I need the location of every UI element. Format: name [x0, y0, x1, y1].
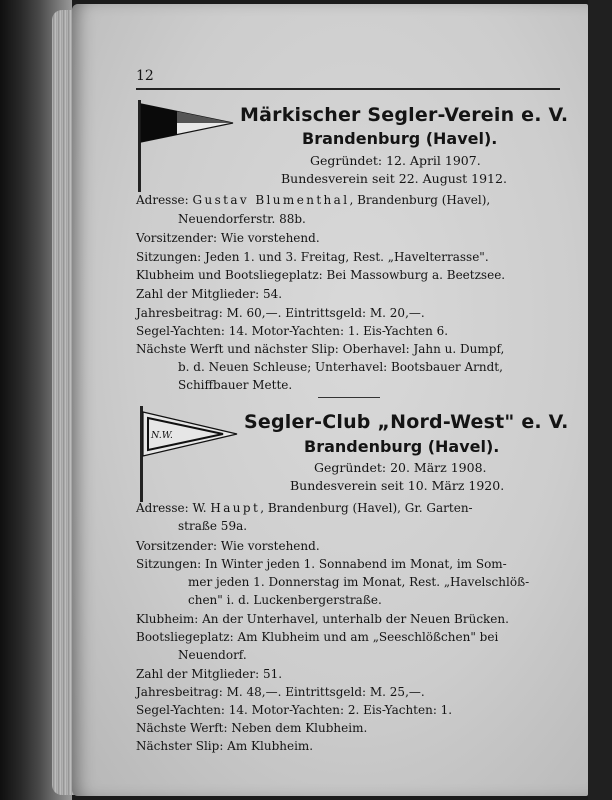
flag-letters: N.W. [151, 430, 173, 441]
club-city-2: Brandenburg (Havel). [304, 437, 500, 456]
chairman-2: Vorsitzender: Wie vorstehend. [136, 539, 320, 553]
header-rule [136, 88, 560, 90]
yachts-2: Segel-Yachten: 14. Motor-Yachten: 2. Eis-Yachten: 1. [136, 703, 453, 717]
founded-date-1: Gegründet: 12. April 1907. [310, 153, 481, 168]
yard-slip-line3-1: Schiffbauer Mette. [178, 378, 293, 392]
fees-2: Jahresbeitrag: M. 48,—. Eintrittsgeld: M. 25,—. [136, 685, 425, 699]
address-line2-1: Neuendorferstr. 88b. [178, 212, 306, 226]
dark-background-edge [588, 0, 612, 800]
address-initial: W. [192, 501, 207, 515]
yard-slip-line1-1: Nächste Werft und nächster Slip: Oberhavel: Jahn u. Dumpf, [136, 342, 505, 356]
address-rest: , Brandenburg (Havel), [349, 193, 491, 207]
yard-slip-line2-1: b. d. Neuen Schleuse; Unterhavel: Bootsbauer Arndt, [178, 360, 503, 374]
club-pennant-flag-2 [137, 406, 241, 502]
address-1 [136, 193, 490, 208]
address-2 [136, 501, 473, 516]
club-title-1: Märkischer Segler-Verein e. V. [240, 104, 569, 126]
next-slip-2: Nächster Slip: Am Klubheim. [136, 739, 314, 753]
club-city-1: Brandenburg (Havel). [302, 129, 498, 148]
address-label: Adresse: [136, 501, 189, 515]
club-title-2: Segler-Club „Nord-West" e. V. [244, 411, 569, 433]
address-name: Gustav Blumenthal [192, 193, 350, 207]
member-since-2: Bundesverein seit 10. März 1920. [290, 478, 505, 493]
meetings-line3-2: chen" i. d. Luckenbergerstraße. [188, 593, 382, 607]
address-name: Haupt [210, 501, 261, 515]
section-divider [318, 397, 380, 398]
club-pennant-flag-1 [135, 100, 235, 192]
address-label: Adresse: [136, 193, 189, 207]
meetings-1: Sitzungen: Jeden 1. und 3. Freitag, Rest. „Havelterrasse". [136, 250, 489, 264]
chairman-1: Vorsitzender: Wie vorstehend. [136, 231, 320, 245]
berth-line1-2: Bootsliegeplatz: Am Klubheim und am „Seeschlößchen" bei [136, 630, 499, 644]
fees-1: Jahresbeitrag: M. 60,—. Eintrittsgeld: M. 20,—. [136, 306, 425, 320]
meetings-line2-2: mer jeden 1. Donnerstag im Monat, Rest. „Havelschlöß- [188, 575, 530, 589]
member-since-1: Bundesverein seit 22. August 1912. [281, 171, 507, 186]
page-number: 12 [136, 68, 154, 84]
meetings-line1-2: Sitzungen: In Winter jeden 1. Sonnabend im Monat, im Som- [136, 557, 507, 571]
member-count-1: Zahl der Mitglieder: 54. [136, 287, 283, 301]
berth-line2-2: Neuendorf. [178, 648, 247, 662]
clubhouse-2: Klubheim: An der Unterhavel, unterhalb der Neuen Brücken. [136, 612, 509, 626]
address-line2-2: straße 59a. [178, 519, 248, 533]
member-count-2: Zahl der Mitglieder: 51. [136, 667, 283, 681]
next-yard-2: Nächste Werft: Neben dem Klubheim. [136, 721, 368, 735]
clubhouse-1: Klubheim und Bootsliegeplatz: Bei Massowburg a. Beetzsee. [136, 268, 506, 282]
address-rest: , Brandenburg (Havel), Gr. Garten- [260, 501, 473, 515]
yachts-1: Segel-Yachten: 14. Motor-Yachten: 1. Eis-Yachten 6. [136, 324, 449, 338]
founded-date-2: Gegründet: 20. März 1908. [314, 460, 487, 475]
